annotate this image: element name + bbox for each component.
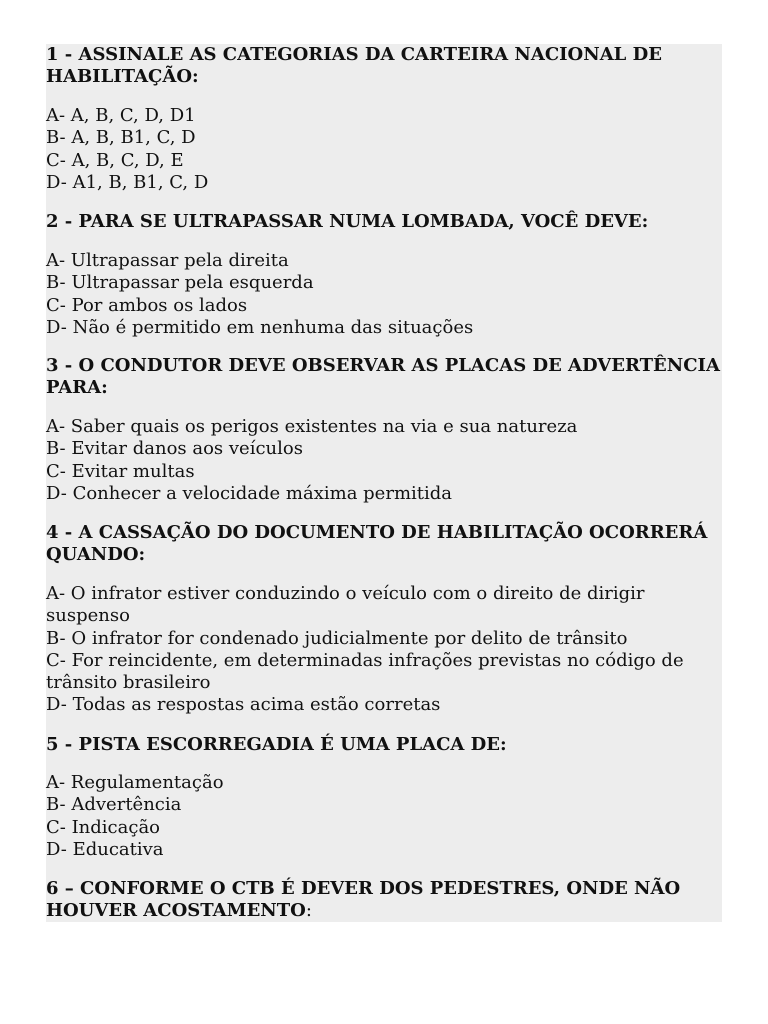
question-4-title: 4 - A CASSAÇÃO DO DOCUMENTO DE HABILITAÇÃO OCORRERÁ QUANDO: bbox=[46, 522, 708, 565]
question-6-title bbox=[46, 878, 722, 922]
question-2-option-c: C- Por ambos os lados bbox=[46, 294, 248, 316]
question-1-title: 1 - ASSINALE AS CATEGORIAS DA CARTEIRA NACIONAL DE HABILITAÇÃO: bbox=[46, 44, 662, 87]
question-3-options bbox=[46, 416, 577, 505]
question-2-option-a: A- Ultrapassar pela direita bbox=[46, 250, 289, 271]
question-4-option-d: D- Todas as respostas acima estão corretas bbox=[46, 694, 441, 716]
question-2-title: 2 - PARA SE ULTRAPASSAR NUMA LOMBADA, VOCÊ DEVE: bbox=[46, 211, 649, 232]
question-4-option-c: C- For reincidente, em determinadas infrações previstas no código de trânsito brasileiro bbox=[46, 649, 684, 694]
question-6-title-colon: : bbox=[305, 900, 312, 921]
question-3-option-d: D- Conhecer a velocidade máxima permitida bbox=[46, 482, 453, 504]
question-3-title: 3 - O CONDUTOR DEVE OBSERVAR AS PLACAS DE ADVERTÊNCIA PARA: bbox=[46, 355, 720, 398]
question-6-title-text: 6 – CONFORME O CTB É DEVER DOS PEDESTRES, ONDE NÃO HOUVER ACOSTAMENTO bbox=[46, 878, 681, 921]
question-4-option-a: A- O infrator estiver conduzindo o veículo com o direito de dirigir suspenso bbox=[46, 583, 645, 627]
question-4-options bbox=[46, 583, 722, 717]
question-1-option-c: C- A, B, C, D, E bbox=[46, 149, 184, 171]
question-3-option-c: C- Evitar multas bbox=[46, 460, 195, 482]
question-5-title: 5 - PISTA ESCORREGADIA É UMA PLACA DE: bbox=[46, 734, 507, 755]
question-1-option-a: A- A, B, C, D, D1 bbox=[46, 105, 196, 126]
question-5-option-d: D- Educativa bbox=[46, 838, 164, 860]
question-1-options bbox=[46, 105, 208, 194]
question-5-option-b: B- Advertência bbox=[46, 794, 182, 816]
document-page bbox=[46, 44, 722, 922]
question-2-option-d: D- Não é permitido em nenhuma das situações bbox=[46, 316, 474, 338]
question-5-option-c: C- Indicação bbox=[46, 816, 161, 838]
question-3-option-b: B- Evitar danos aos veículos bbox=[46, 438, 303, 460]
question-2-option-b: B- Ultrapassar pela esquerda bbox=[46, 272, 314, 294]
question-5-option-a: A- Regulamentação bbox=[46, 772, 224, 793]
question-3-option-a: A- Saber quais os perigos existentes na via e sua natureza bbox=[46, 416, 578, 437]
question-5-options bbox=[46, 772, 224, 861]
question-1-option-d: D- A1, B, B1, C, D bbox=[46, 171, 209, 193]
question-1-option-b: B- A, B, B1, C, D bbox=[46, 127, 196, 149]
question-2-options bbox=[46, 250, 473, 339]
question-4-option-b: B- O infrator for condenado judicialmente por delito de trânsito bbox=[46, 627, 628, 649]
